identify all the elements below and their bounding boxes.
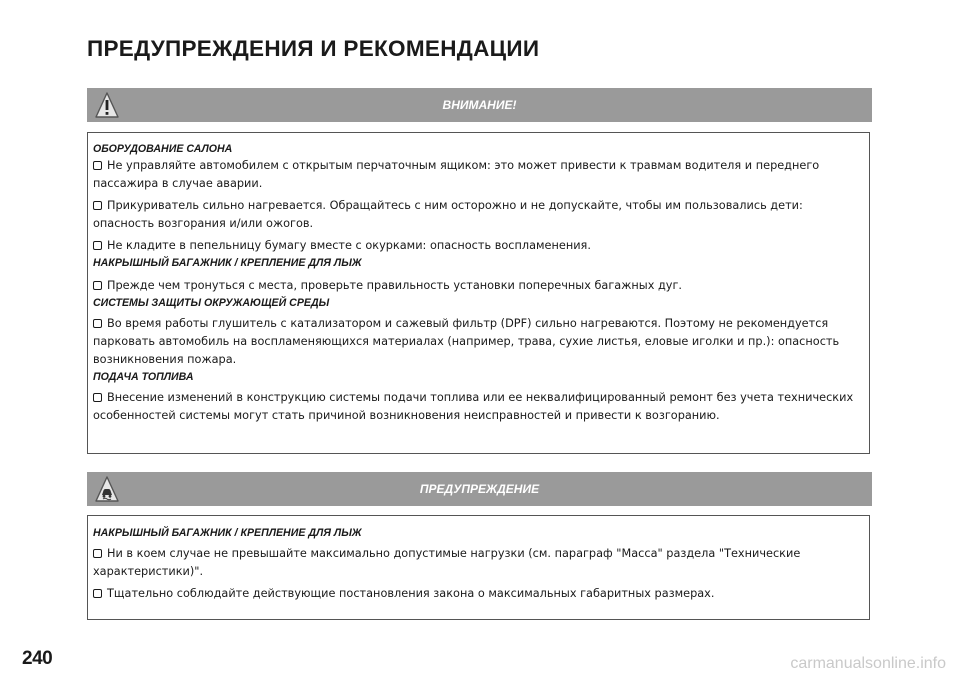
section-heading: НАКРЫШНЫЙ БАГАЖНИК / КРЕПЛЕНИЕ ДЛЯ ЛЫЖ <box>93 527 362 539</box>
page-title: ПРЕДУПРЕЖДЕНИЯ И РЕКОМЕНДАЦИИ <box>87 36 540 61</box>
warning-content-box <box>87 132 870 454</box>
checkbox-bullet-icon <box>93 241 102 250</box>
section-heading: ПОДАЧА ТОПЛИВА <box>93 371 194 383</box>
caution-content-box <box>87 515 870 620</box>
checkbox-bullet-icon <box>93 281 102 290</box>
caution-banner <box>87 472 872 506</box>
checkbox-bullet-icon <box>93 319 102 328</box>
checkbox-bullet-icon <box>93 161 102 170</box>
section-heading: СИСТЕМЫ ЗАЩИТЫ ОКРУЖАЮЩЕЙ СРЕДЫ <box>93 297 330 309</box>
list-item: Прикуриватель сильно нагревается. Обращайтесь с ним осторожно и не допускайте, чтобы им пользовались дети: опасность возгорания и/или ожогов. <box>93 199 803 230</box>
warning-banner-title: ВНИМАНИЕ! <box>442 98 517 112</box>
list-item: Внесение изменений в конструкцию системы подачи топлива или ее неквалифицированный ремонт без учета технических особенностей системы могут стать причиной возникновения неисправностей и привести к возгоранию. <box>93 391 854 422</box>
list-item: Прежде чем тронуться с места, проверьте правильность установки поперечных багажных дуг. <box>93 277 862 295</box>
section-heading: ОБОРУДОВАНИЕ САЛОНА <box>93 143 233 155</box>
list-item: Не управляйте автомобилем с открытым перчаточным ящиком: это может привести к травмам водителя и переднего пассажира в случае аварии. <box>93 159 820 190</box>
list-item: Во время работы глушитель с катализатором и сажевый фильтр (DPF) сильно нагреваются. Поэтому не рекомендуется парковать автомобиль на воспламеняющихся материалах (например, трава, сухие листья, еловые иголки и пр.): опасность возникновения пожара. <box>93 317 840 366</box>
checkbox-bullet-icon <box>93 393 102 402</box>
watermark: carmanualsonline.info <box>790 655 946 672</box>
section-heading: НАКРЫШНЫЙ БАГАЖНИК / КРЕПЛЕНИЕ ДЛЯ ЛЫЖ <box>93 257 362 269</box>
page-number: 240 <box>22 648 53 669</box>
checkbox-bullet-icon <box>93 589 102 598</box>
list-item: Тщательно соблюдайте действующие постановления закона о максимальных габаритных размерах. <box>93 585 862 603</box>
checkbox-bullet-icon <box>93 201 102 210</box>
list-item: Ни в коем случае не превышайте максимально допустимые нагрузки (см. параграф "Масса" раздела "Технические характеристики)". <box>93 547 801 578</box>
warning-banner <box>87 88 872 122</box>
checkbox-bullet-icon <box>93 549 102 558</box>
list-item: Не кладите в пепельницу бумагу вместе с окурками: опасность воспламенения. <box>93 237 862 255</box>
caution-banner-title: ПРЕДУПРЕЖДЕНИЕ <box>419 482 540 496</box>
